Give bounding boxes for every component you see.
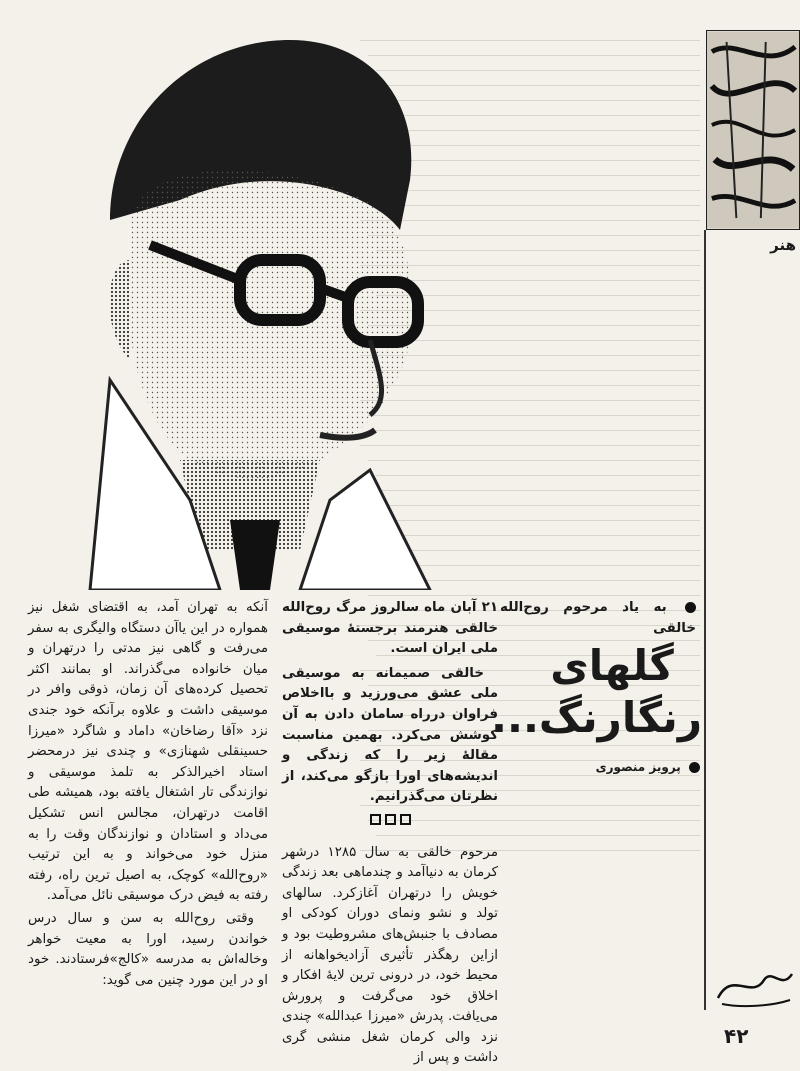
square-icon [370,814,381,825]
section-label: هنر [770,236,796,254]
article-title: گلهای رنگارنگ... [491,641,702,742]
center-column [282,598,498,1071]
portrait-illustration [70,30,470,590]
body-paragraph: مرحوم خالقی به سال ۱۲۸۵ درشهر کرمان به دنیاآمد و چندماهی بعد زندگی خویش را درتهران آغازکرد. سالهای تولد و نشو ونمای دوران کودکی او مصادف با جنبش‌های مشروطیت بود و ازاین رهگذر تأثیری آزادیخواهانه از محیط خود، در درونی ترین لایهٔ افکار و اخلاق خود می‌گرفت و پرورش می‌یافت. پدرش «میرزا عبدالله» چندی نزد والی کرمان شغل منشی گری داشت و پس از [282,844,498,1066]
intro-column [500,598,696,641]
body-paragraph: آنکه به تهران آمد، به اقتضای شغل نیز همواره در این یاآن دستگاه والیگری به سفر می‌رفت و گاهی نیز مدتی را درتهران و میان خانواده می‌گذراند. او بمانند اکثر تحصیل کرده‌های آن زمان، ذوقی وافر در موسیقی داشت و علاوه برآنکه خود جندی نزد «آقا رضاخان» داماد و شاگرد «میرزا حسینقلی شهنازی» و چندی نیز درمحضر استاد اخیرالذکر به تلمذ موسیقی و نوازندگی تار اشتغال یافته بود، همیشه طی اقامت درتهران، مجالس انس تشکیل می‌داد و استادان و نوازندگان وقت را به منزل خود می‌خواند و به این ترتیب «روح‌الله» کوچک، به اصیل ترین راه، رفته رفته به فیض درک موسیقی نائل می‌آمد. [28,600,268,904]
page-number: ۴۲ [724,1024,749,1048]
bullet-icon [685,602,696,613]
left-column [28,598,268,993]
square-icon [400,814,411,825]
kerman-logo [712,960,796,1010]
separator-squares [282,812,498,833]
body-paragraph: وقتی روح‌الله به سن و سال درس خواندن رسید، اورا به معیت خواهر وخاله‌اش به مدرسه «کالج»فرستادند. خود او در این مورد چنین می گوید: [28,910,268,988]
intro-lead: ۲۱ آبان ماه سالروز مرگ روح‌الله خالقی هنرمند برجستهٔ موسیقی ملی ایران است. [282,600,498,657]
intro-paragraph: خالقی صمیمانه به موسیقی ملی عشق می‌ورزید و بااخلاص فراوان درراه سامان دادن به آن کوشش می‌کرد. بهمین مناسبت مقالهٔ زیر را که زندگی و اندیشه‌های اورا بازگو می‌کند، از نظرتان می‌گذرانیم. [282,665,498,805]
vertical-rule [704,230,706,1010]
calligraphy-artwork [706,30,800,230]
article-subtitle: به یاد مرحوم روح‌الله خالقی [500,600,696,636]
bullet-icon [689,762,700,773]
ghost-line [368,595,700,596]
square-icon [385,814,396,825]
article-author: پرویز منصوری [590,760,700,774]
